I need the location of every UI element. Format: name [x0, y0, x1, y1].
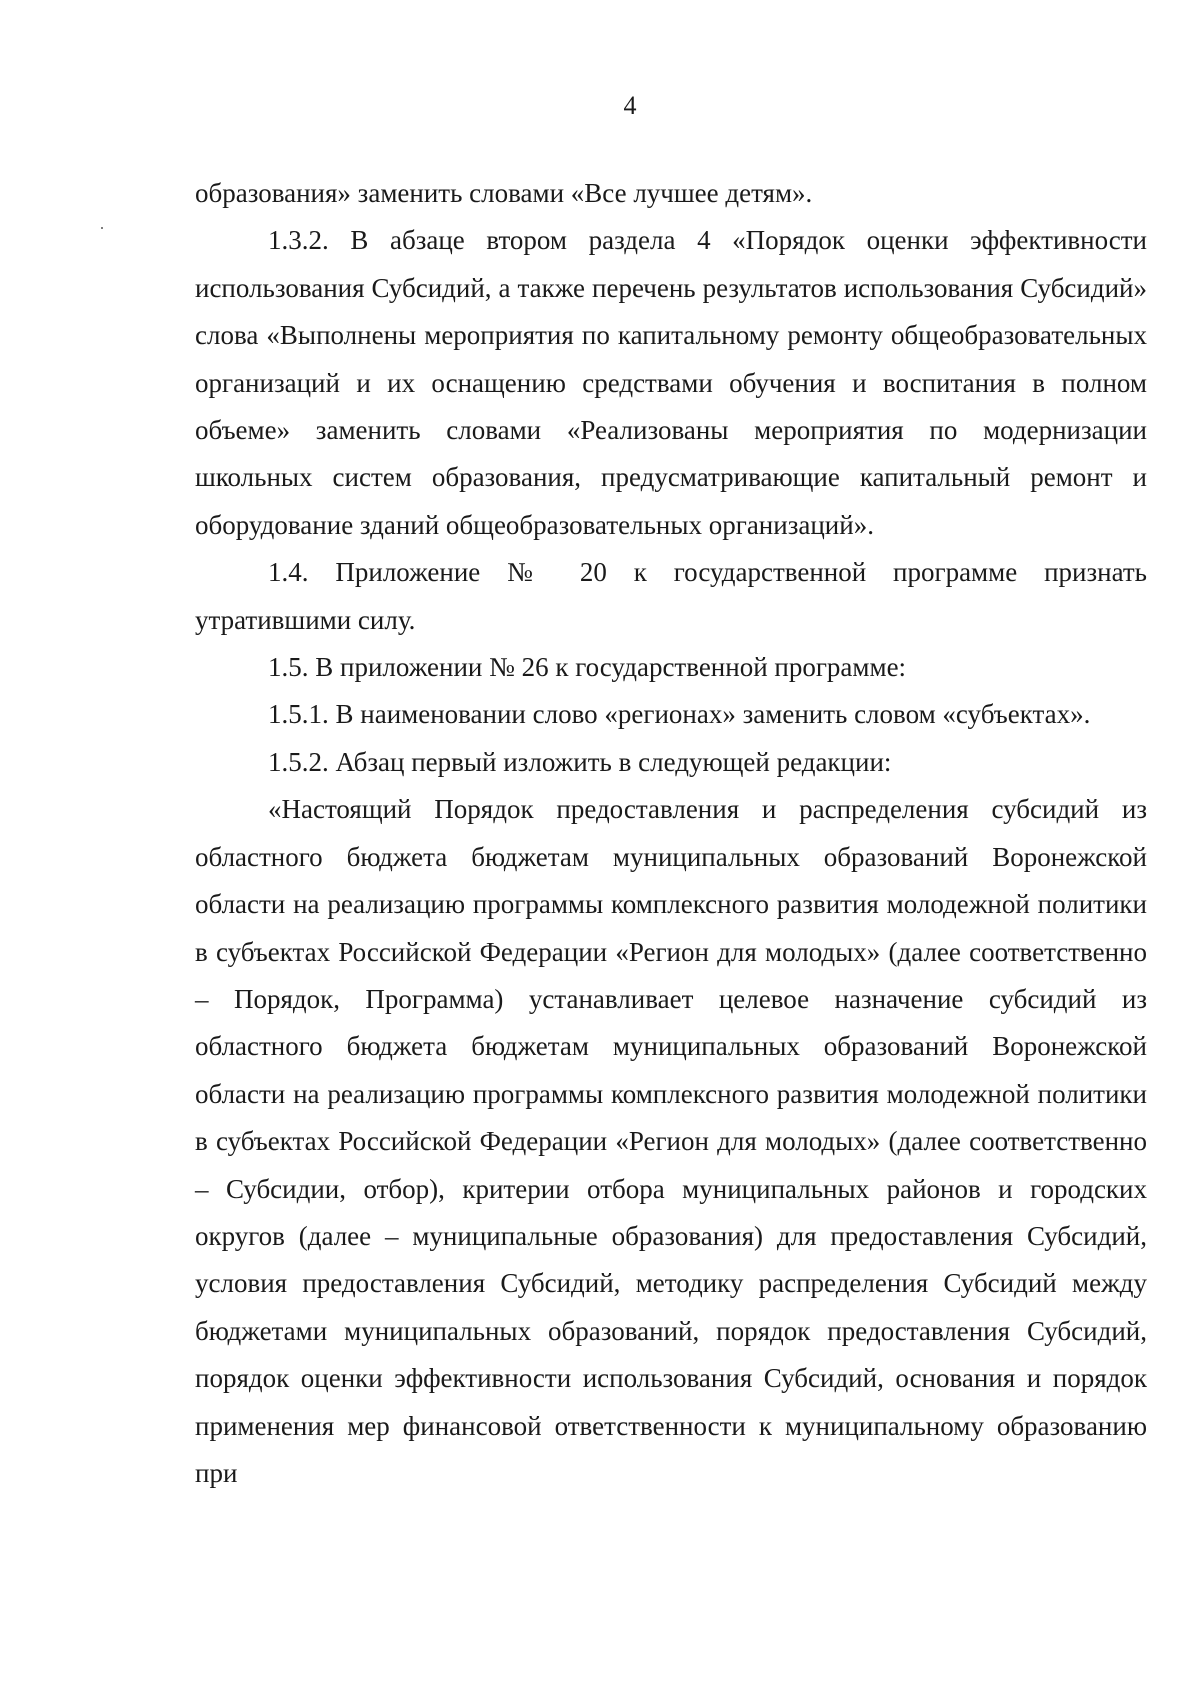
paragraph-1-3-2: 1.3.2. В абзаце втором раздела 4 «Порядок оценки эффективности использования Субсидий, а также перечень результатов использования Субсидий» слова «Выполнены мероприятия по капитальному ремонту общеобразовательных организаций и их оснащению средствами обучения и воспитания в полном объеме» заменить словами «Реализованы мероприятия по модернизации школьных систем образования, предусматривающие капитальный ремонт и оборудование зданий общеобразовательных организаций».: [195, 225, 1147, 540]
scan-speck: [101, 227, 103, 229]
page-number: 4: [623, 91, 637, 120]
paragraph-1-5-1: 1.5.1. В наименовании слово «регионах» заменить словом «субъектах».: [268, 699, 1091, 730]
paragraph-quote: «Настоящий Порядок предоставления и распределения субсидий из областного бюджета бюджетам муниципальных образований Воронежской области на реализацию программы комплексного развития молодежной политики в субъектах Российской Федерации «Регион для молодых» (далее соответственно – Порядок, Программа) устанавливает целевое назначение субсидий из областного бюджета бюджетам муниципальных образований Воронежской области на реализацию программы комплексного развития молодежной политики в субъектах Российской Федерации «Регион для молодых» (далее соответственно – Субсидии, отбор), критерии отбора муниципальных районов и городских округов (далее – муниципальные образования) для предоставления Субсидий, условия предоставления Субсидий, методику распределения Субсидий между бюджетами муниципальных образований, порядок предоставления Субсидий, порядок оценки эффективности использования Субсидий, основания и порядок применения мер финансовой ответственности к муниципальному образованию при: [195, 794, 1147, 1488]
paragraph-continuation: образования» заменить словами «Все лучшее детям».: [195, 178, 813, 208]
paragraph-1-5-2: 1.5.2. Абзац первый изложить в следующей редакции:: [268, 746, 892, 777]
paragraph-1-5: 1.5. В приложении № 26 к государственной программе:: [268, 652, 907, 683]
paragraph-1-4: 1.4. Приложение № 20 к государственной программе признать утратившими силу.: [195, 557, 1147, 635]
document-body: [195, 170, 1147, 1497]
